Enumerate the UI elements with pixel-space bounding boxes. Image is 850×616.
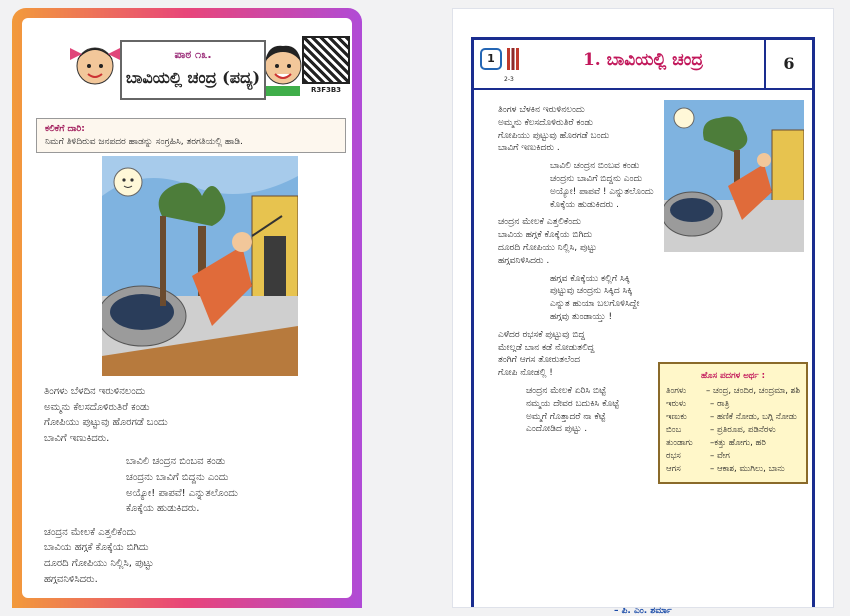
poem-line: ಚಂದ್ರನ ಮೇಲಕೆ ಏರಿಸಿ ಬಿಟ್ಟೆ (526, 385, 606, 396)
lesson-label: ಪಾಠ ೧೩. (174, 48, 212, 61)
qr-code-label: R3F3B3 (310, 86, 342, 94)
poem-line: ಗೋಪಿಯು ಪುಟ್ಟುವು ಹೊರಗಡೆ ಬಂದು (44, 417, 168, 429)
poem-author: – ಪಿ. ಎಂ. ಶರ್ಮಾ (614, 606, 672, 616)
glossary-meaning: – ಪ್ರತಿರೂಪ, ಪಡಿನೆರಳು (710, 425, 776, 435)
stanza-gap (44, 446, 334, 454)
glossary-meaning: – ವೇಗ (710, 451, 730, 461)
poem-line: ತಿಂಗಳು ಬೆಳದಿನ ಇರುಳಿನಲಂದು (44, 386, 146, 397)
page-gap (376, 0, 426, 600)
poem-line: ಕೊಕ್ಕೆಯ ಹುಡುಕಿದರು. (126, 503, 200, 515)
glossary-word: ಇರುಳು (666, 399, 687, 409)
glossary-word: ತುಂಡಾಗು (666, 438, 693, 448)
lesson-title-box (120, 40, 266, 100)
poem-line: ಹಗ್ಗವ ಕೊಕ್ಕೆಯು ಕಲ್ಲಿಗೆ ಸಿಕ್ಕಿ (550, 273, 630, 284)
pencils-icon (506, 46, 520, 80)
glossary-row (666, 437, 800, 450)
poem-line: ಬಾವಿಲಿ ಚಂದ್ರನ ಬಿಂಬವ ಕಂಡು (550, 161, 640, 172)
girl-illustration (68, 36, 122, 96)
poem-line: ಬಾವಿಯ ಹಗ್ಗಕೆ ಕೊಕ್ಕೆಯ ಬಿಗಿದು (498, 230, 593, 241)
qr-code-icon[interactable] (302, 36, 350, 84)
poem-line: ಅಮ್ಮನು ಕೆಲಸದೊಳಿರುತಿರೆ ಕಂಡು (44, 401, 150, 413)
glossary-meaning: – ಆಕಾಶ, ಮುಗಿಲು, ಬಾನು (710, 464, 785, 474)
poem-line: ಚಂದ್ರನ ಮೇಲಕೆ ಎತ್ತಲಿಕೆಂದು (498, 217, 581, 228)
glossary-row (666, 463, 800, 476)
poem-line: ಗೋಪಿಯು ಪುಟ್ಟುವು ಹೊರಗಡೆ ಬಂದು (498, 130, 610, 141)
learning-goal-box (36, 118, 346, 153)
poem-line: ಬಾವಿಗೆ ಇಣುಕಿದರು . (498, 143, 560, 154)
poem-line: ಅಯ್ಯೋ! ಪಾಪವೆ! ಎನ್ನುತಲೊಂದು (126, 487, 238, 499)
chapter-title: 1. ಬಾವಿಯಲ್ಲಿ ಚಂದ್ರ (582, 50, 704, 70)
poem-line: ಕೊಕ್ಕೆಯ ಹುಡುಕಿದರು . (550, 199, 619, 210)
glossary-meaning: – ಚಂದ್ರ, ಚಂದಿರ, ಚಂದ್ರಮಾ, ಶಶಿ (706, 386, 800, 396)
lesson-title: ಬಾವಿಯಲ್ಲಿ ಚಂದ್ರ (ಪದ್ಯ) (125, 68, 261, 87)
poem-line: ಎಳೆದರ ರಭಸಕೆ ಪುಟ್ಟುವು ಬಿದ್ದ (498, 329, 586, 340)
poem-line: ಹಗ್ಗವು ತುಂಡಾಯ್ತು ! (550, 311, 613, 322)
glossary-heading: ಹೊಸ ಪದಗಳ ಅರ್ಥ : (700, 371, 766, 381)
glossary-word: ರಭಸ (666, 451, 681, 461)
poem-line: ಚಂದ್ರನ ಮೇಲಕೆ ಎತ್ತಲಿಕೆಂದು (44, 526, 137, 538)
right-page-header (474, 40, 812, 90)
poem-line: ಚಂದ್ರನು ಬಾವಿಗೆ ಬಿದ್ದನು ಎಂದು (550, 173, 643, 184)
poem-line: ಅಯ್ಯೋ! ಪಾಪವೆ ! ಎನ್ನುತಲೊಂದು (550, 186, 654, 197)
poem-line: ತಿಂಗಳ ಬೆಳಕಿನ ಇರುಳಿನಲಂದು (498, 105, 585, 115)
poem-line: ಗೋಪಿ ನೋಡಲ್ಲಿ ! (498, 368, 553, 379)
poem-line: ಅಮ್ಮನು ಕೆಲಸದೊಳಿರುತಿರೆ ಕಂಡು (498, 117, 594, 128)
right-page-frame (471, 37, 815, 616)
glossary-rows (666, 385, 800, 476)
poem-line: ಎನ್ನುತ ಹುಯಾ ಬಲಗೊಳಿಸಿದ್ದೇ (550, 299, 640, 310)
glossary-row (666, 385, 800, 398)
glossary-meaning: – ಹಣಿಕೆ ನೋಡು, ಬಗ್ಗಿ ನೋಡು (710, 412, 797, 422)
glossary-row (666, 411, 800, 424)
poem-line: ನಮ್ಮಯ ದೇವರ ಬದುಕಿಸಿ ಕೊಟ್ಟೆ (526, 398, 620, 409)
well-illustration (102, 156, 298, 376)
glossary-word: ಆಗಸ (666, 464, 681, 474)
left-page (12, 8, 362, 608)
glossary-meaning: – ರಾತ್ರಿ (710, 399, 730, 409)
poem-line: ಹಗ್ಗವನಿಳಿಸಿದರು . (498, 255, 550, 266)
learning-goal-heading: ಕಲಿಕೆಗೆ ದಾರಿ: (45, 124, 85, 134)
glossary-row (666, 424, 800, 437)
poem-line: ಪುಟ್ಟುವು ಚಂದ್ರನು ಸಿಕ್ಕಿದ ಸಿಕ್ಕಿ (550, 286, 633, 297)
left-poem (44, 384, 334, 587)
poem-line: ಬಾವಿಗೆ ಇಣುಕಿದರು. (44, 432, 110, 444)
glossary-word: ತಿಂಗಳು (666, 386, 687, 396)
right-page (452, 8, 834, 616)
poem-line: ಎಂದೋಡಿದ ಪುಟ್ಟು . (526, 424, 588, 435)
poem-line: ಅಮ್ಮಗೆ ಗೊತ್ತಾದರೆ ನಾ ಕೆಟ್ಟೆ (526, 411, 606, 422)
glossary-row (666, 398, 800, 411)
chapter-badge: 1 (480, 48, 502, 70)
poem-line: ತಂಗಿಗೆ ಆಗಸ ತೋರುತಲೆಂದ (498, 355, 581, 366)
pencil-caption: 2-3 (504, 76, 514, 83)
glossary-meaning: –ಕತ್ತು ಹೋಗು, ಹರಿ (710, 438, 766, 448)
poem-line: ದೂರದಿ ಗೋಪಿಯು ನಿಲ್ಲಿಸಿ, ಪುಟ್ಟು (44, 557, 154, 569)
page-number: 6 (764, 40, 812, 88)
stanza-gap (44, 517, 334, 525)
poem-line: ಚಂದ್ರನು ಬಾವಿಗೆ ಬಿದ್ದನು ಎಂದು (126, 471, 229, 483)
glossary-word: ಬಿಂಬ (666, 425, 682, 435)
poem-line: ದೂರದಿ ಗೋಪಿಯು ನಿಲ್ಲಿಸಿ, ಪುಟ್ಟು (498, 242, 597, 253)
poem-line: ಹಗ್ಗವನಿಳಿಸಿದರು. (44, 573, 98, 585)
poem-line: ಬಾವಿಲಿ ಚಂದ್ರನ ಬಿಂಬವ ಕಂಡು (126, 456, 226, 468)
left-page-inner (22, 18, 352, 598)
glossary-word: ಇಣುಕು (666, 412, 687, 422)
poem-line: ಮೇಲ್ಗಡೆ ಬಾನ ಕಡೆ ನೋಡುತಲಿದ್ದ (498, 342, 595, 353)
learning-goal-text: ನಿಮಗೆ ತಿಳಿದಿರುವ ಜನಪದರ ಹಾಡನ್ನು ಸಂಗ್ರಹಿಸಿ, ತರಗತಿಯಲ್ಲಿ ಹಾಡಿ. (45, 136, 243, 147)
poem-line: ಬಾವಿಯ ಹಗ್ಗಕೆ ಕೊಕ್ಕೆಯ ಬಿಗಿದು (44, 542, 149, 554)
glossary-box (658, 362, 808, 484)
glossary-row (666, 450, 800, 463)
